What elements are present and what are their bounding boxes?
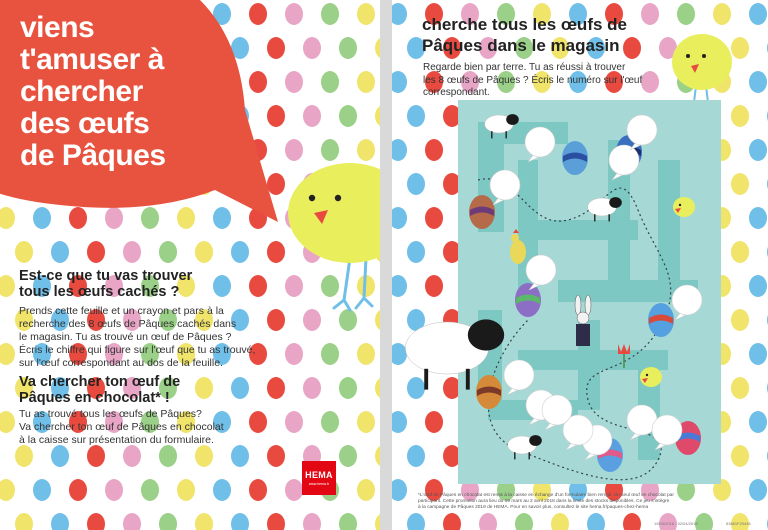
section2-body <box>19 408 224 447</box>
title-line: tous les œufs cachés ? <box>19 284 180 300</box>
decor-egg-dot <box>285 411 303 433</box>
footnote-line: participant. Cette promotion aura lieu du 19 mars au 2 avril 2018 dans la limite des stocks disponibles. Ce jeu s'intègre <box>418 499 670 504</box>
decor-egg-dot <box>123 241 141 263</box>
decor-egg-dot <box>0 479 15 501</box>
date-reference: 19/03/2018 - 02/04/2018 <box>654 521 698 526</box>
body-line: le magasin. Tu as trouvé un œuf de Pâques ? <box>19 331 232 343</box>
tulip-icon <box>618 344 630 368</box>
decor-egg-dot <box>141 479 159 501</box>
decor-egg-dot <box>357 479 375 501</box>
decor-egg-dot <box>357 343 375 365</box>
page-gutter <box>380 0 392 530</box>
title-line: Pâques en chocolat* ! <box>19 390 170 406</box>
decor-egg-dot <box>231 513 249 530</box>
body-line: recherche des 8 œufs de Pâques cachés dans <box>19 318 237 330</box>
sheep-icon <box>508 435 542 459</box>
decor-egg-dot <box>33 479 51 501</box>
decor-egg-dot <box>159 445 177 467</box>
decor-egg-dot <box>105 479 123 501</box>
decor-egg-dot <box>267 513 285 530</box>
headline <box>20 12 220 172</box>
intro-line: Regarde bien par terre. Tu as réussi à trouver <box>423 62 626 73</box>
decor-egg-dot <box>195 513 213 530</box>
decor-egg-dot <box>0 275 15 297</box>
decor-egg-dot <box>195 377 213 399</box>
decor-egg-dot <box>51 513 69 530</box>
decor-egg-dot <box>321 343 339 365</box>
decor-egg-dot <box>339 445 357 467</box>
title-line: Est-ce que tu vas trouver <box>19 268 193 284</box>
decor-egg-dot <box>87 513 105 530</box>
section2-title <box>19 374 180 406</box>
speech-bubble-icon <box>672 285 702 320</box>
decor-egg-dot <box>339 105 357 127</box>
section1-title <box>19 268 192 300</box>
decor-egg-dot <box>231 241 249 263</box>
right-page <box>392 0 768 530</box>
rooster-icon <box>510 229 526 264</box>
decor-egg-dot <box>159 241 177 263</box>
headline-line: des œufs <box>20 107 150 140</box>
decor-egg-dot <box>231 377 249 399</box>
body-line: sur l'œuf correspondant au dos de la feuille. <box>19 357 223 369</box>
decor-egg-dot <box>339 377 357 399</box>
decor-egg-dot <box>285 343 303 365</box>
body-line: à la caisse sur présentation du formulaire. <box>19 434 214 446</box>
headline-line: t'amuser à <box>20 43 164 76</box>
chick-icon <box>278 158 380 318</box>
title-line: Pâques dans le magasin <box>422 36 620 55</box>
footnote-line: *L'œuf de Pâques en chocolat est remis à la caisse en échange d'un formulaire bien rempli. Un seul œuf en chocolat par <box>418 493 674 498</box>
decor-egg-dot <box>249 479 267 501</box>
decor-egg-dot <box>69 479 87 501</box>
decor-egg-dot <box>195 241 213 263</box>
footnote-line: à la campagne de Pâques 2018 de HEMA. Pour en savoir plus, consultez le site hema.fr/paques-chez-hema <box>418 505 649 510</box>
decor-egg-dot <box>249 411 267 433</box>
decor-egg-dot <box>213 479 231 501</box>
title-line: Va chercher ton œuf de <box>19 374 181 390</box>
body-line: Tu as trouvé tous les œufs de Pâques? <box>19 408 202 420</box>
speech-bubble-icon <box>609 145 639 180</box>
headline-line: de Pâques <box>20 139 166 172</box>
decor-egg-dot <box>177 479 195 501</box>
decor-egg-dot <box>87 445 105 467</box>
intro-line: correspondant. <box>423 87 490 98</box>
headline-line: chercher <box>20 75 143 108</box>
headline-line: viens <box>20 11 95 44</box>
decor-egg-dot <box>321 71 339 93</box>
hema-logo <box>302 461 336 495</box>
map-characters <box>392 0 768 530</box>
title-line: cherche tous les œufs de <box>422 15 627 34</box>
logo-text: HEMA <box>305 470 333 480</box>
body-line: Écris le chiffre qui figure sur l'œuf que tu as trouvé, <box>19 344 256 356</box>
code-reference: 83851F29446 <box>726 521 751 526</box>
sheep-icon <box>588 197 622 221</box>
footnote <box>418 493 758 511</box>
body-line: Prends cette feuille et un crayon et pars à la <box>19 305 224 317</box>
decor-egg-dot <box>267 445 285 467</box>
intro-line: les 8 œufs de Pâques ? Écris le numéro sur l'œuf <box>423 74 643 86</box>
decor-egg-dot <box>15 445 33 467</box>
easter-egg-icon <box>515 283 541 317</box>
decor-egg-dot <box>195 445 213 467</box>
decor-egg-dot <box>123 445 141 467</box>
easter-egg-icon <box>469 195 495 229</box>
decor-egg-dot <box>0 343 15 365</box>
decor-egg-dot <box>339 37 357 59</box>
decor-egg-dot <box>213 275 231 297</box>
decor-egg-dot <box>303 37 321 59</box>
decor-egg-dot <box>267 377 285 399</box>
chick-icon <box>640 367 662 387</box>
decor-egg-dot <box>51 445 69 467</box>
speech-bubble-icon <box>490 170 520 205</box>
decor-egg-dot <box>303 513 321 530</box>
speech-bubble-icon <box>504 360 534 395</box>
decor-egg-dot <box>249 275 267 297</box>
decor-egg-dot <box>0 411 15 433</box>
easter-egg-icon <box>476 375 502 409</box>
chick-icon <box>673 197 695 217</box>
decor-egg-dot <box>87 241 105 263</box>
decor-egg-dot <box>51 241 69 263</box>
decor-egg-dot <box>15 513 33 530</box>
decor-egg-dot <box>123 513 141 530</box>
decor-egg-dot <box>357 71 375 93</box>
decor-egg-dot <box>159 513 177 530</box>
logo-subtext: www.hema.fr <box>308 482 330 486</box>
sheep-icon <box>485 114 519 138</box>
decor-egg-dot <box>321 411 339 433</box>
decor-egg-dot <box>339 513 357 530</box>
speech-bubble-icon <box>525 127 555 162</box>
easter-egg-icon <box>648 303 674 337</box>
decor-egg-dot <box>357 3 375 25</box>
decor-egg-dot <box>357 411 375 433</box>
easter-egg-icon <box>562 141 588 175</box>
decor-egg-dot <box>321 3 339 25</box>
body-line: Va chercher ton œuf de Pâques en chocolat <box>19 421 224 433</box>
decor-egg-dot <box>231 445 249 467</box>
section1-body <box>19 305 255 370</box>
decor-egg-dot <box>303 377 321 399</box>
decor-egg-dot <box>285 479 303 501</box>
decor-egg-dot <box>15 241 33 263</box>
left-page <box>0 0 380 530</box>
rabbit-icon <box>575 295 591 346</box>
decor-egg-dot <box>303 105 321 127</box>
